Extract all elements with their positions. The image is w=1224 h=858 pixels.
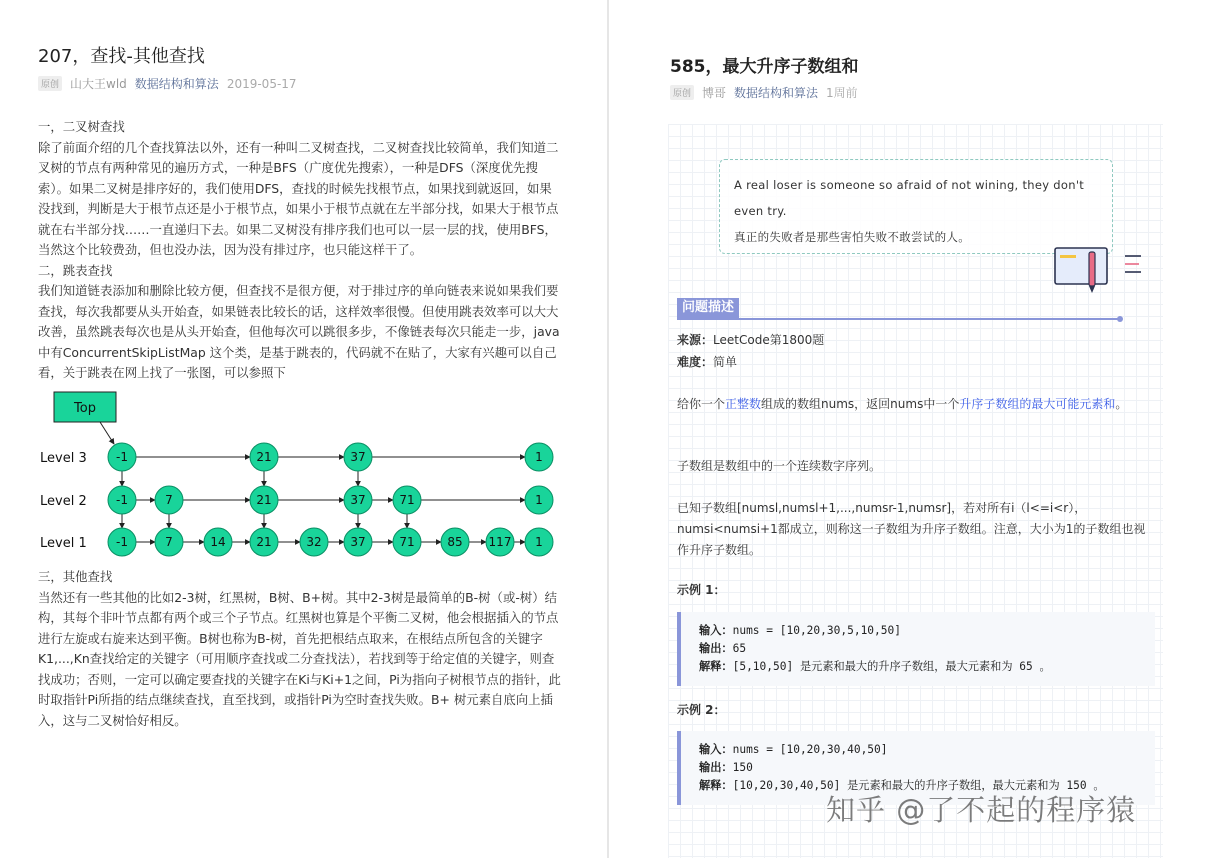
publish-date: 1周前 [826, 86, 858, 100]
skiplist-node-value: -1 [116, 535, 128, 549]
skiplist-node-value: 37 [350, 493, 366, 507]
level-label: Level 3 [40, 451, 87, 466]
highlight-max-sum: 升序子数组的最大可能元素和 [959, 397, 1116, 411]
article-title: 207，查找-其他查找 [38, 46, 205, 67]
source-value: LeetCode第1800题 [713, 333, 825, 347]
difficulty-value: 简单 [713, 355, 738, 369]
example-1-label: 示例 1： [677, 583, 726, 597]
level-label: Level 1 [40, 536, 87, 551]
example-2-input: 输入：nums = [10,20,30,40,50] [699, 743, 888, 756]
example-2-label: 示例 2： [677, 703, 726, 717]
article-title: 585，最大升序子数组和 [670, 57, 859, 77]
skiplist-diagram [36, 388, 564, 560]
skiplist-node-value: 7 [165, 535, 173, 549]
article-meta [38, 75, 297, 92]
heading-other-search: 三，其他查找 [38, 569, 113, 584]
example-1-explain: 解释：[5,10,50] 是元素和最大的升序子数组，最大元素和为 65 。 [699, 660, 1051, 673]
description-2: 子数组是数组中的一个连续数字序列。 [677, 459, 882, 473]
skiplist-node-value: -1 [116, 450, 128, 464]
skiplist-node-value: 21 [256, 493, 272, 507]
desc-text: 组成的数组nums，返回nums中一个 [761, 397, 960, 411]
skiplist-node-value: 71 [399, 493, 415, 507]
section-underline [677, 318, 1119, 320]
description-1 [677, 394, 1157, 415]
example-2-title [677, 700, 726, 721]
article-body [38, 117, 564, 384]
heading-skiplist: 二，跳表查找 [38, 262, 113, 278]
example-2-explain: 解释：[10,20,30,40,50] 是元素和最大的升序子数组，最大元素和为 150 。 [699, 779, 1105, 792]
difficulty-line: 难度：简单 [677, 355, 738, 369]
desc-text: 。 [1115, 397, 1128, 411]
author-name[interactable]: 博哥 [702, 86, 727, 100]
skiplist-node-value: 71 [399, 535, 415, 549]
quote-english: A real loser is someone so afraid of not wining, they don't even try. [734, 178, 1085, 218]
quote-chinese: 真正的失败者是那些害怕失败不敢尝试的人。 [734, 230, 970, 244]
skiplist-node-value: 117 [488, 535, 512, 549]
example-1-output: 输出：65 [699, 642, 747, 655]
paragraph: 我们知道链表添加和删除比较方便，但查找不是很方便，对于排过序的单向链表来说如果我们要查找，每次我都要从头开始查，如果链表比较长的话，这样效率很慢。但使用跳表效率可以大大改善，虽然跳表每次也是从头开始查，但他每次可以跳很多步，不像链表每次只能走一步，java中有ConcurrentSkipListMap 这个类，是基于跳表的，代码就不在贴了，大家有兴趣可以自己看，关于跳表在网上找了一张图，可以参照下 [38, 283, 560, 380]
category-link[interactable]: 数据结构和算法 [134, 77, 219, 91]
watermark: 知乎 @了不起的程序猿 [826, 793, 1137, 827]
skiplist-node-value: 85 [447, 535, 463, 549]
paragraph: 当然还有一些其他的比如2-3树，红黑树，B树、B+树。其中2-3树是最简单的B-树（或-树）结构，其每个非叶节点都有两个或三个子节点。红黑树也算是个平衡二叉树，他会根据插入的节点进行左旋或右旋来达到平衡。B树也称为B-树，首先把根结点取来，在根结点所包含的关键字K1,...,Kn查找给定的关键字（可用顺序查找或二分查找法），若找到等于给定值的关键字，则查找成功；否则，一定可以确定要查找的关键字在Ki与Ki+1之间，Pi为指向子树根节点的指针，此时取指针Pi所指的结点继续查找，直至找到，或指针Pi为空时查找失败。B+ 树元素自底向上插入，这与二叉树恰好相反。 [38, 589, 561, 728]
author-name[interactable]: 山大王wld [70, 77, 127, 91]
article-body-2 [38, 567, 564, 731]
highlight-positive-int: 正整数 [725, 397, 762, 411]
heading-binary-tree: 一，二叉树查找 [38, 119, 125, 134]
source-label: 来源 [677, 333, 702, 347]
skiplist-node-value: 37 [350, 535, 366, 549]
skiplist-node-value: -1 [116, 493, 128, 507]
paragraph: 除了前面介绍的几个查找算法以外，还有一种叫二叉树查找，二叉树查找比较简单，我们知道二叉树的节点有两种常见的遍历方式，一种是BFS（广度优先搜索），一种是DFS（深度优先搜索）。如果二叉树是排序好的，我们使用DFS，查找的时候先找根节点，如果找到就返回，如果没找到，判断是大于根节点还是小于根节点，如果小于根节点就在左半部分找，如果大于根节点就在右半部分找……一直递归下去。如果二叉树没有排序我们也可以一层一层的找，使用BFS，当然这个比较费劲，但也没办法，因为没有排过序，也只能这样干了。 [38, 139, 559, 257]
original-badge: 原创 [38, 76, 62, 91]
article-meta [670, 84, 858, 101]
top-label: Top [74, 401, 96, 416]
example-1-title [677, 580, 726, 601]
skiplist-node-value: 1 [535, 493, 543, 507]
skiplist-node-value: 37 [350, 450, 366, 464]
skiplist-node-value: 1 [535, 450, 543, 464]
right-page [609, 0, 1224, 858]
description-3: 已知子数组[numsl,numsl+1,...,numsr-1,numsr]，若对所有i（l<=i<r），numsi<numsi+1都成立，则称这一子数组为升序子数组。注意，大小为1的子数组也视作升序子数组。 [677, 501, 1146, 557]
skiplist-node-value: 1 [535, 535, 543, 549]
example-1-box [677, 612, 1155, 686]
example-2-output: 输出：150 [699, 761, 753, 774]
notebook-pen-icon [1053, 246, 1149, 296]
top-arrow [100, 422, 114, 444]
section-dot [1117, 316, 1123, 322]
quote-box [719, 159, 1113, 254]
skiplist-node-value: 21 [256, 535, 272, 549]
example-1-input: 输入：nums = [10,20,30,5,10,50] [699, 624, 901, 637]
level-label: Level 2 [40, 494, 87, 509]
desc-text: 给你一个 [677, 397, 726, 411]
left-page [0, 0, 607, 858]
original-badge: 原创 [670, 85, 694, 100]
difficulty-label: 难度 [677, 355, 702, 369]
category-link[interactable]: 数据结构和算法 [734, 86, 819, 100]
source-line: 来源：LeetCode第1800题 [677, 333, 825, 347]
publish-date: 2019-05-17 [226, 76, 297, 91]
section-header [677, 298, 1123, 322]
skiplist-node-value: 14 [210, 535, 226, 549]
section-title: 问题描述 [677, 298, 739, 318]
skiplist-node-value: 32 [306, 535, 322, 549]
skiplist-node-value: 7 [165, 493, 173, 507]
skiplist-node-value: 21 [256, 450, 272, 464]
